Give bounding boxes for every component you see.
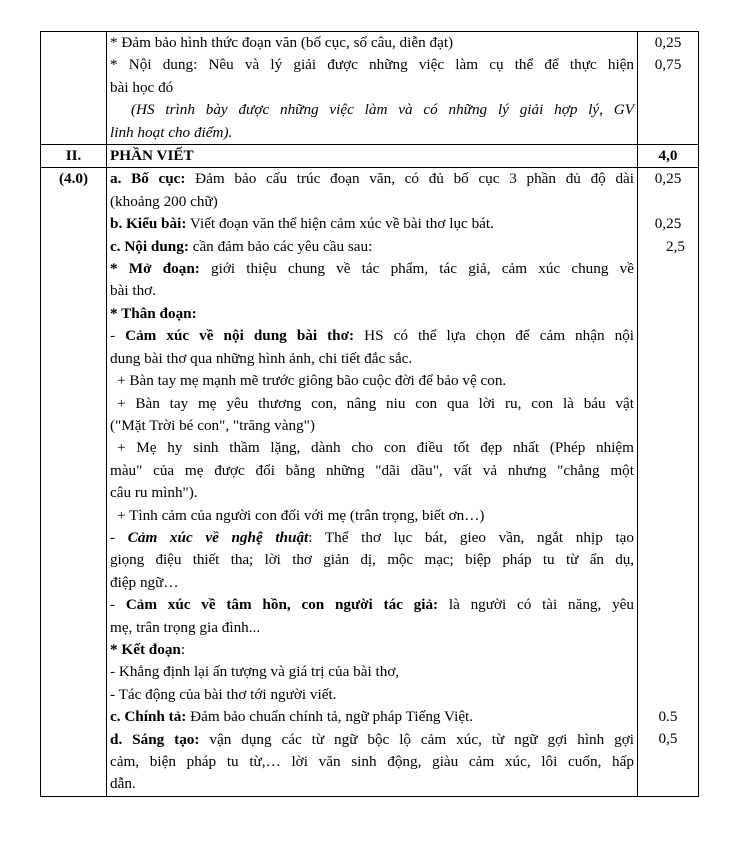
creativity-text: vận dụng các từ ngữ bộc lộ cảm xúc, từ ngữ gợi hình gợi <box>199 730 634 748</box>
dash: - <box>110 528 128 546</box>
table-row <box>41 168 699 796</box>
score-a: 0,25 <box>654 170 682 188</box>
criterion-a-line-1 <box>110 168 634 190</box>
criterion-a-text: Đảm bảo cấu trúc đoạn văn, có đủ bố cục 3 phần đủ độ dài <box>185 170 634 188</box>
score-content: 0,75 <box>654 56 682 74</box>
note-line-1: (HS trình bày được những việc làm và có những lý giải hợp lý, GV <box>131 101 634 119</box>
content-emotion-line-1 <box>110 325 634 347</box>
score-form: 0,25 <box>654 34 682 51</box>
content-emotion-text: HS có thể lựa chọn để cảm nhận nội <box>354 327 635 345</box>
point-2-line-2: ("Mặt Trời bé con", "trăng vàng") <box>110 416 315 434</box>
score-c: 2,5 <box>666 237 685 255</box>
criterion-b-text: Viết đoạn văn thể hiện cảm xúc về bài thơ lục bát. <box>186 215 494 233</box>
section-total-score: 4,0 <box>638 145 699 168</box>
criterion-a-line-2: (khoảng 200 chữ) <box>110 192 218 210</box>
score-spacer <box>641 258 695 706</box>
point-1: + Bàn tay mẹ mạnh mẽ trước giông bão cuộc đời để bảo vệ con. <box>117 372 507 390</box>
art-emotion-line-3: điệp ngữ… <box>110 573 179 591</box>
closing-point-1: - Khẳng định lại ấn tượng và giá trị của bài thơ, <box>110 663 400 681</box>
content-emotion-line-2: dung bài thơ qua những hình ảnh, chi tiết đắc sắc. <box>110 349 413 367</box>
note-line-2: linh hoạt cho điểm). <box>110 123 233 141</box>
criterion-d-line-3: dẫn. <box>110 775 136 793</box>
criterion-a-label: a. Bố cục: <box>110 170 186 188</box>
art-emotion-line-2: giọng điệu thiết tha; lời thơ giản dị, mộc mạc; biệp pháp tu từ ẩn dụ, <box>110 551 634 569</box>
dash: - <box>110 596 126 614</box>
criterion-c <box>110 236 634 258</box>
section-title: PHẦN VIẾT <box>107 145 638 168</box>
criterion-d-line-2: cảm, biện pháp tu từ,… lời văn sinh động, giàu cảm xúc, lôi cuốn, hấp <box>110 753 634 770</box>
art-emotion-line-1 <box>110 527 634 549</box>
author-emotion-text: là người có tài năng, yêu <box>438 596 634 614</box>
point-2-line-1: + Bàn tay mẹ yêu thương con, nâng niu con qua lời ru, con là báu vật <box>117 394 634 412</box>
spelling-label: c. Chính tả: <box>110 708 187 726</box>
opening-line-1 <box>110 258 634 280</box>
art-emotion-label: Cảm xúc về nghệ thuật <box>127 528 309 546</box>
score-cell <box>638 168 699 796</box>
criteria-form: * Đảm bảo hình thức đoạn văn (bố cục, số câu, diễn đạt) <box>110 34 454 51</box>
closing-point-2: - Tác động của bài thơ tới người viết. <box>110 685 337 703</box>
point-3-line-1: + Mẹ hy sinh thầm lặng, dành cho con điều tốt đẹp nhất (Phép nhiệm <box>117 439 634 457</box>
spelling-text: Đảm bảo chuẩn chính tả, ngữ pháp Tiếng Việt. <box>186 708 474 726</box>
creativity-label: d. Sáng tạo: <box>110 730 200 748</box>
criterion-d-line-1 <box>110 729 634 751</box>
opening-line-2: bài thơ. <box>110 282 156 300</box>
score-cell <box>638 32 699 145</box>
grading-rubric-table <box>40 31 699 797</box>
section-number: II. <box>41 145 107 168</box>
criteria-content-line-1: * Nội dung: Nêu và lý giải được những việc làm cụ thể để thực hiện <box>110 56 634 74</box>
criterion-b-label: b. Kiểu bài: <box>110 215 187 233</box>
author-emotion-line-1 <box>110 594 634 616</box>
score-spacer <box>641 191 695 213</box>
point-4: + Tình cảm của người con đối với mẹ (trân trọng, biết ơn…) <box>117 506 485 524</box>
closing-colon: : <box>180 640 186 658</box>
criteria-content-line-2: bài học đó <box>110 78 174 96</box>
dash: - <box>110 327 126 345</box>
table-row <box>41 32 699 145</box>
closing-label: * Kết đoạn <box>110 640 181 658</box>
criteria-cell <box>107 32 638 145</box>
body-label: * Thân đoạn: <box>110 304 197 322</box>
table-row <box>41 145 699 168</box>
criterion-c-text: cần đảm bảo các yêu cầu sau: <box>188 237 373 255</box>
criterion-spelling <box>110 706 634 728</box>
author-emotion-label: Cảm xúc về tâm hồn, con người tác giả: <box>125 596 439 614</box>
score-spelling: 0.5 <box>658 708 678 726</box>
section-cell-empty <box>41 32 107 145</box>
closing-heading <box>110 639 634 661</box>
opening-label: * Mở đoạn: <box>110 260 200 278</box>
content-emotion-label: Cảm xúc về nội dung bài thơ: <box>125 327 355 345</box>
score-b: 0,25 <box>654 215 682 233</box>
body-heading <box>110 303 634 325</box>
criteria-cell <box>107 168 638 796</box>
score-d: 0,5 <box>658 730 678 748</box>
opening-text: giới thiệu chung về tác phẩm, tác giả, cảm xúc chung về <box>199 260 634 278</box>
criterion-b <box>110 213 634 235</box>
section-points: (4.0) <box>41 168 107 796</box>
criterion-c-label: c. Nội dung: <box>110 237 189 255</box>
author-emotion-line-2: mẹ, trân trọng gia đình... <box>110 618 261 636</box>
point-3-line-2: màu" của mẹ được đổi bằng những "dãi dầu", vất vả nhưng "chẳng một <box>110 461 634 479</box>
art-emotion-text: : Thể thơ lục bát, gieo vần, ngắt nhịp tạo <box>308 528 635 546</box>
point-3-line-3: câu ru mình"). <box>110 484 198 502</box>
